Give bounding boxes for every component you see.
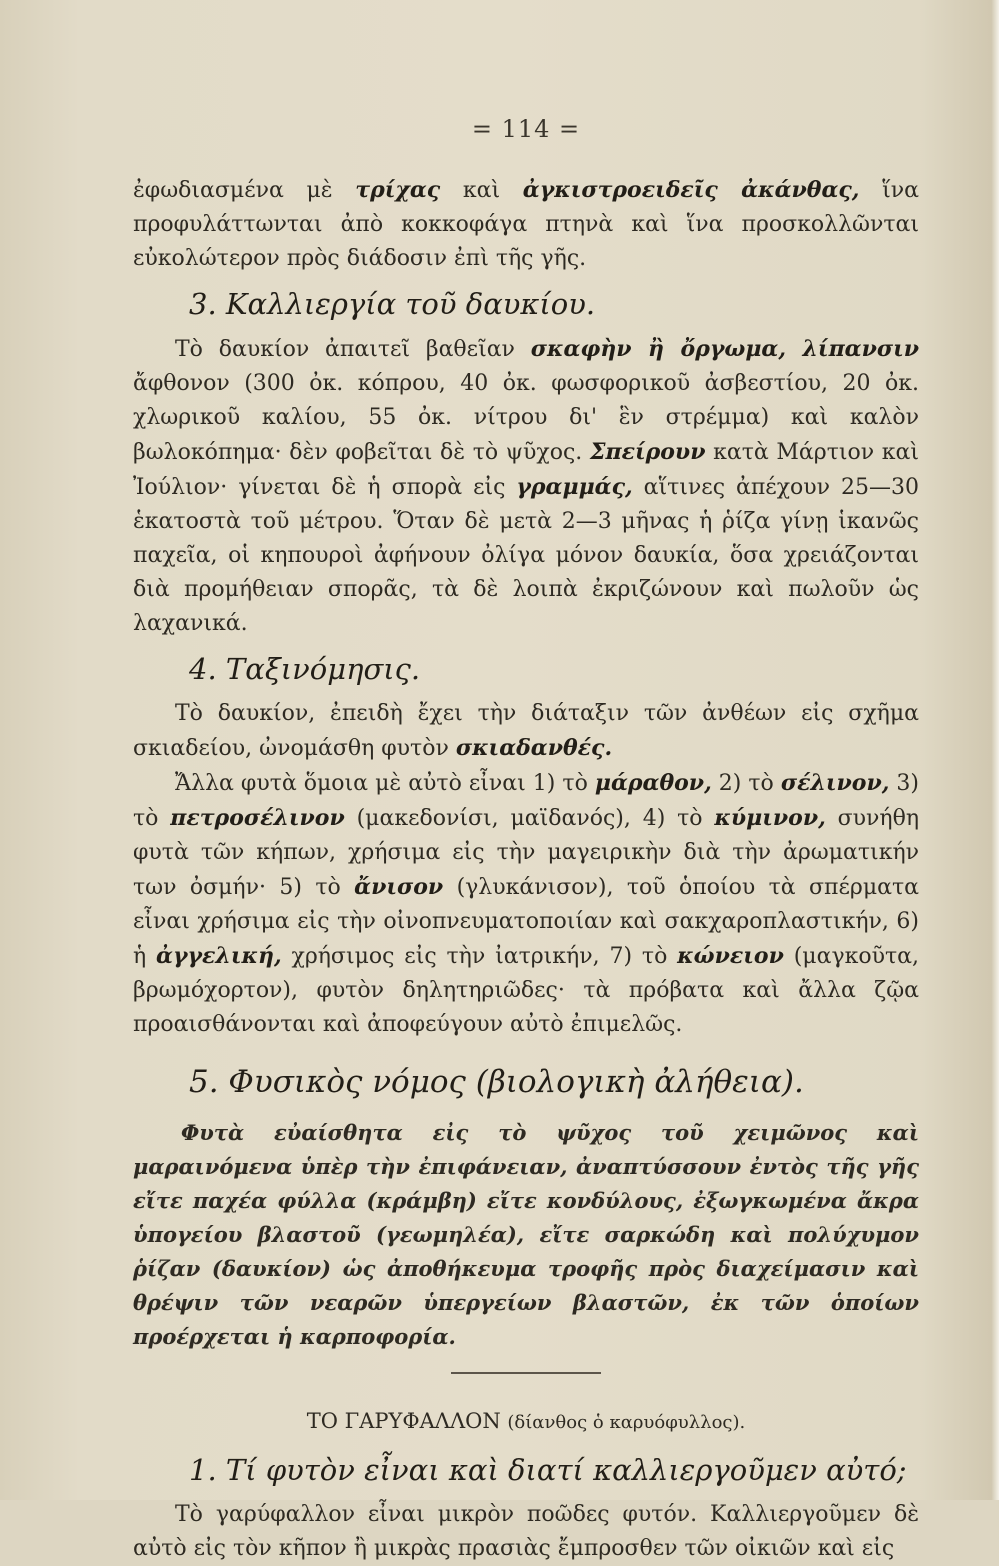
section-divider [451, 1372, 601, 1374]
bold-term: ἀγκιστροειδεῖς ἀκάνθας, [522, 177, 860, 203]
bold-term: μάραθον, [594, 770, 712, 796]
bold-term: σέλινον, [780, 770, 890, 796]
bold-term: κώνειον [677, 943, 784, 969]
bold-term: τρίχας [355, 177, 441, 203]
bold-term: κύμινον, [714, 805, 826, 831]
bold-term: ἀγγελική, [156, 943, 282, 969]
paragraph-natural-law: Φυτὰ εὐαίσθητα εἰς τὸ ψῦχος τοῦ χειμῶνος καὶ μαραινόμενα ὑπὲρ τὴν ἐπιφάνειαν, ἀναπτύσσουν ἐντὸς τῆς γῆς εἴτε παχέα φύλλα (κράμβη) εἴτε κονδύλους, ἐξωγκωμένα ἄκρα ὑπογείου βλαστοῦ (γεωμηλέα), εἴτε σαρκώδη καὶ πολύχυμον ῥίζαν (δαυκίον) ὡς ἀποθήκευμα τροφῆς πρὸς διαχείμασιν καὶ θρέψιν τῶν νεαρῶν ὑπεργείων βλαστῶν, ἐκ τῶν ὁποίων προέρχεται ἡ καρποφορία. [133, 1120, 919, 1349]
section-title [133, 1406, 919, 1438]
text-span: χρήσιμος εἰς τὴν ἰατρικήν, 7) τὸ [281, 944, 678, 969]
bold-term: Σπείρουν [589, 439, 706, 465]
heading-what-plant: 1. Τί φυτὸν εἶναι καὶ διατί καλλιεργοῦμεν αὐτό; [189, 1453, 907, 1487]
paragraph-carnation: Τὸ γαρύφαλλον εἶναι μικρὸν ποῶδες φυτόν. Καλλιεργοῦμεν δὲ αὐτὸ εἰς τὸν κῆπον ἢ μικρὰς πρασιὰς ἔμπροσθεν τῶν οἰκιῶν καὶ εἰς [133, 1502, 919, 1561]
bold-term: σκαφὴν ἢ ὄργωμα, λίπανσιν [530, 336, 919, 362]
heading-natural-law: 5. Φυσικὸς νόμος (βιολογικὴ ἀλήθεια). [189, 1064, 804, 1100]
text-span: καὶ [440, 178, 523, 203]
bold-term: πετροσέλινον [170, 805, 345, 831]
bold-term: σκιαδανθές. [455, 735, 613, 761]
paragraph-classification [133, 697, 919, 766]
heading-classification: 4. Ταξινόμησις. [189, 652, 421, 686]
paragraph-cultivation [133, 332, 919, 641]
text-span: (μαγκοῦτα, βρωμόχορτον), φυτὸν δηλητηριῶδες· τὰ πρόβατα καὶ ἄλλα ζῷα προαισθάνονται καὶ ἀποφεύγουν αὐτὸ ἐπιμελῶς. [133, 944, 919, 1037]
paragraph-seed-dispersal [133, 173, 919, 276]
text-span: Ἄλλα φυτὰ ὅμοια μὲ αὐτὸ εἶναι 1) τὸ [175, 771, 595, 796]
text-span: ἐφωδιασμένα μὲ [133, 178, 356, 203]
text-span: 3) τὸ [133, 771, 919, 831]
text-span: 2) τὸ [711, 771, 781, 796]
text-span: αἵτινες ἀπέχουν 25—30 ἑκατοστὰ τοῦ μέτρου. Ὅταν δὲ μετὰ 2—3 μῆνας ἡ ῥίζα γίνῃ ἱκανῶς παχεῖα, οἱ κηπουροὶ ἀφήνουν ὀλίγα μόνον δαυκία, ὅσα χρειάζονται διὰ προμήθειαν σπορᾶς, τὰ δὲ λοιπὰ ἐκριζώνουν καὶ πωλοῦν ὡς λαχανικά. [133, 475, 919, 636]
text-span: κατὰ Μάρτιον καὶ Ἰούλιον· γίνεται δὲ ἡ σπορὰ εἰς [133, 440, 920, 500]
text-span: συνήθη φυτὰ τῶν κήπων, χρήσιμα εἰς τὴν μαγειρικὴν διὰ τὴν ἀρωματικήν των ὀσμήν· 5) τὸ [133, 806, 920, 900]
page-number: = 114 = [471, 115, 581, 143]
text-span: (μακεδονίσι, μαϊδανός), 4) τὸ [344, 806, 715, 831]
bold-term: γραμμάς, [516, 474, 633, 500]
text-span: ἵνα προφυλάττωνται ἀπὸ κοκκοφάγα πτηνὰ καὶ ἵνα προσκολλῶνται εὐκολώτερον πρὸς διάδοσιν ἐπὶ τῆς γῆς. [133, 178, 919, 271]
paragraph-similar-plants [133, 766, 919, 1042]
section-subtitle: (δίανθος ὁ καρυόφυλλος). [507, 1412, 746, 1433]
text-span: Τὸ δαυκίον ἀπαιτεῖ βαθεῖαν [175, 337, 531, 362]
page-edge [991, 0, 999, 1500]
heading-cultivation: 3. Καλλιεργία τοῦ δαυκίου. [189, 287, 596, 321]
section-title-text: ΤΟ ΓΑΡΥΦΑΛΛΟΝ [306, 1409, 501, 1433]
text-span: ἄφθονον (300 ὀκ. κόπρου, 40 ὀκ. φωσφορικοῦ ἀσβεστίου, 20 ὀκ. χλωρικοῦ καλίου, 55 ὀκ. νίτρου δι' ἓν στρέμμα) καὶ καλὸν βωλοκόπημα· δὲν φοβεῖται δὲ τὸ ψῦχος. [133, 371, 919, 465]
text-span: Τὸ δαυκίον, ἐπειδὴ ἔχει τὴν διάταξιν τῶν ἀνθέων εἰς σχῆμα σκιαδείου, ὠνομάσθη φυτὸν [133, 701, 919, 761]
bold-term: ἄνισον [354, 874, 444, 900]
text-span: (γλυκάνισον), τοῦ ὁποίου τὰ σπέρματα εἶναι χρήσιμα εἰς τὴν οἰνοπνευματοποιίαν καὶ σακχαροπλαστικήν, 6) ἡ [133, 875, 920, 969]
